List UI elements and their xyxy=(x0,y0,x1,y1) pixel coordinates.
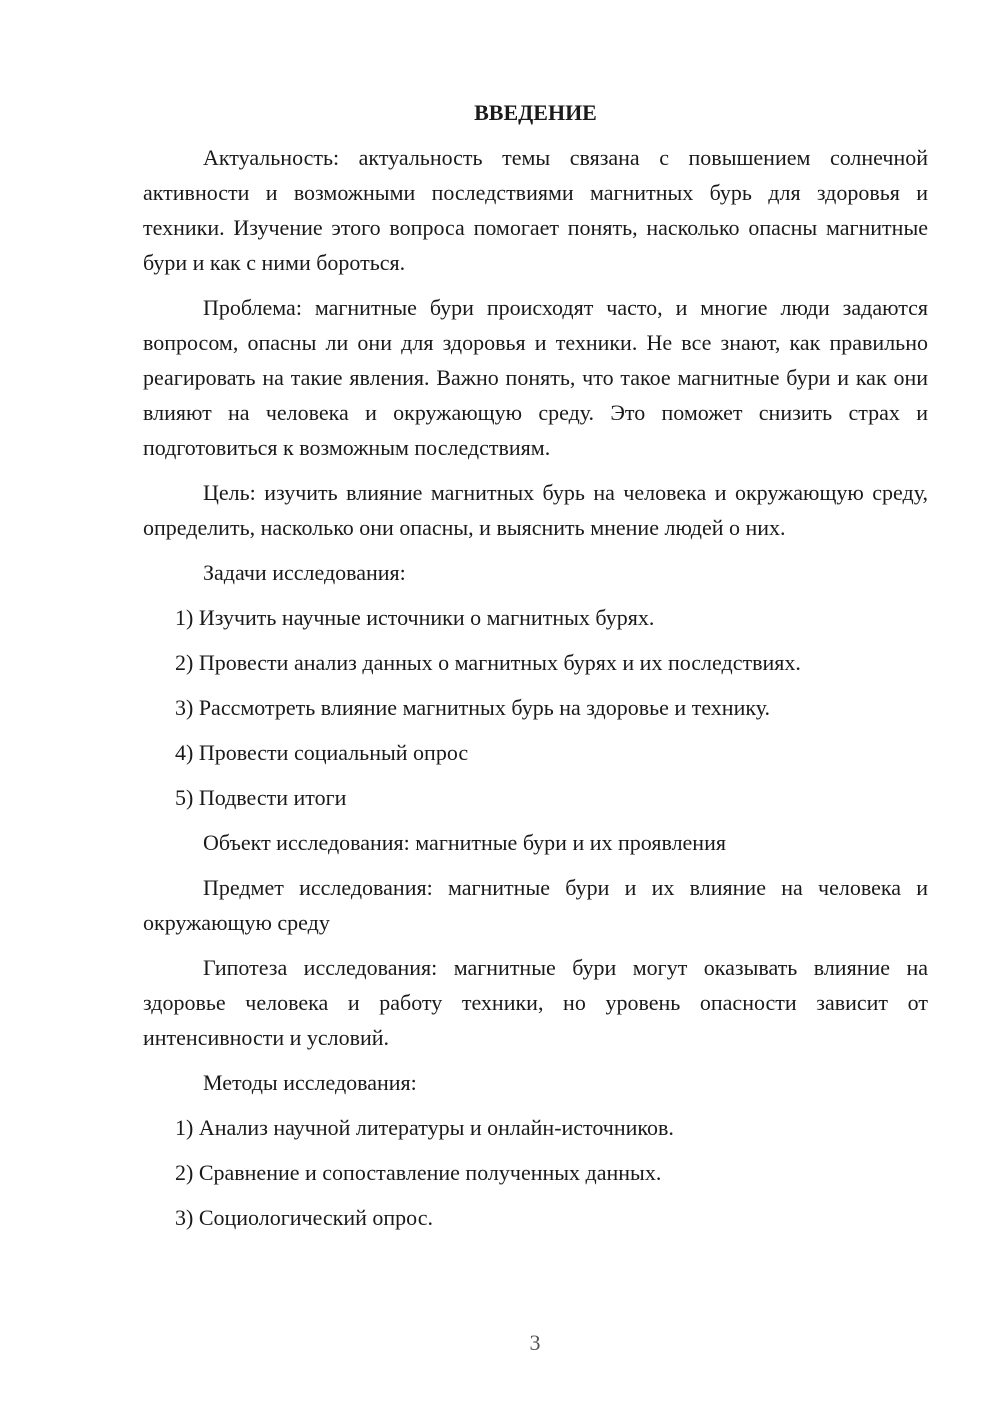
methods-list xyxy=(143,1110,928,1235)
tasks-list xyxy=(143,600,928,815)
document-body xyxy=(143,95,928,1245)
relevance-paragraph: Актуальность: актуальность темы связана с повышением солнечной активности и возможными последствиями магнитных бурь для здоровья и техники. Изучение этого вопроса помогает понять, насколько опасны магнитные бури и как с ними бороться. xyxy=(143,145,928,275)
problem-paragraph: Проблема: магнитные бури происходят часто, и многие люди задаются вопросом, опасны ли они для здоровья и техники. Не все знают, как правильно реагировать на такие явления. Важно понять, что такое магнитные бури и как они влияют на человека и окружающую среду. Это поможет снизить страх и подготовиться к возможным последствиям. xyxy=(143,295,928,460)
method-item: 1) Анализ научной литературы и онлайн-источников. xyxy=(175,1115,674,1140)
section-title: ВВЕДЕНИЕ xyxy=(474,100,597,125)
task-item: 5) Подвести итоги xyxy=(175,785,347,810)
page-number: 3 xyxy=(529,1330,541,1355)
task-item: 3) Рассмотреть влияние магнитных бурь на здоровье и технику. xyxy=(175,695,771,720)
methods-heading: Методы исследования: xyxy=(203,1070,417,1095)
hypothesis-paragraph: Гипотеза исследования: магнитные бури могут оказывать влияние на здоровье человека и работу техники, но уровень опасности зависит от интенсивности и условий. xyxy=(143,955,928,1050)
task-item: 2) Провести анализ данных о магнитных бурях и их последствиях. xyxy=(175,650,801,675)
method-item: 2) Сравнение и сопоставление полученных данных. xyxy=(175,1160,662,1185)
task-item: 4) Провести социальный опрос xyxy=(175,740,469,765)
task-item: 1) Изучить научные источники о магнитных бурях. xyxy=(175,605,655,630)
subject-paragraph: Предмет исследования: магнитные бури и их влияние на человека и окружающую среду xyxy=(143,875,928,935)
object-paragraph: Объект исследования: магнитные бури и их проявления xyxy=(203,830,726,855)
goal-paragraph: Цель: изучить влияние магнитных бурь на человека и окружающую среду, определить, насколько они опасны, и выяснить мнение людей о них. xyxy=(143,480,928,540)
tasks-heading: Задачи исследования: xyxy=(203,560,406,585)
method-item: 3) Социологический опрос. xyxy=(175,1205,433,1230)
